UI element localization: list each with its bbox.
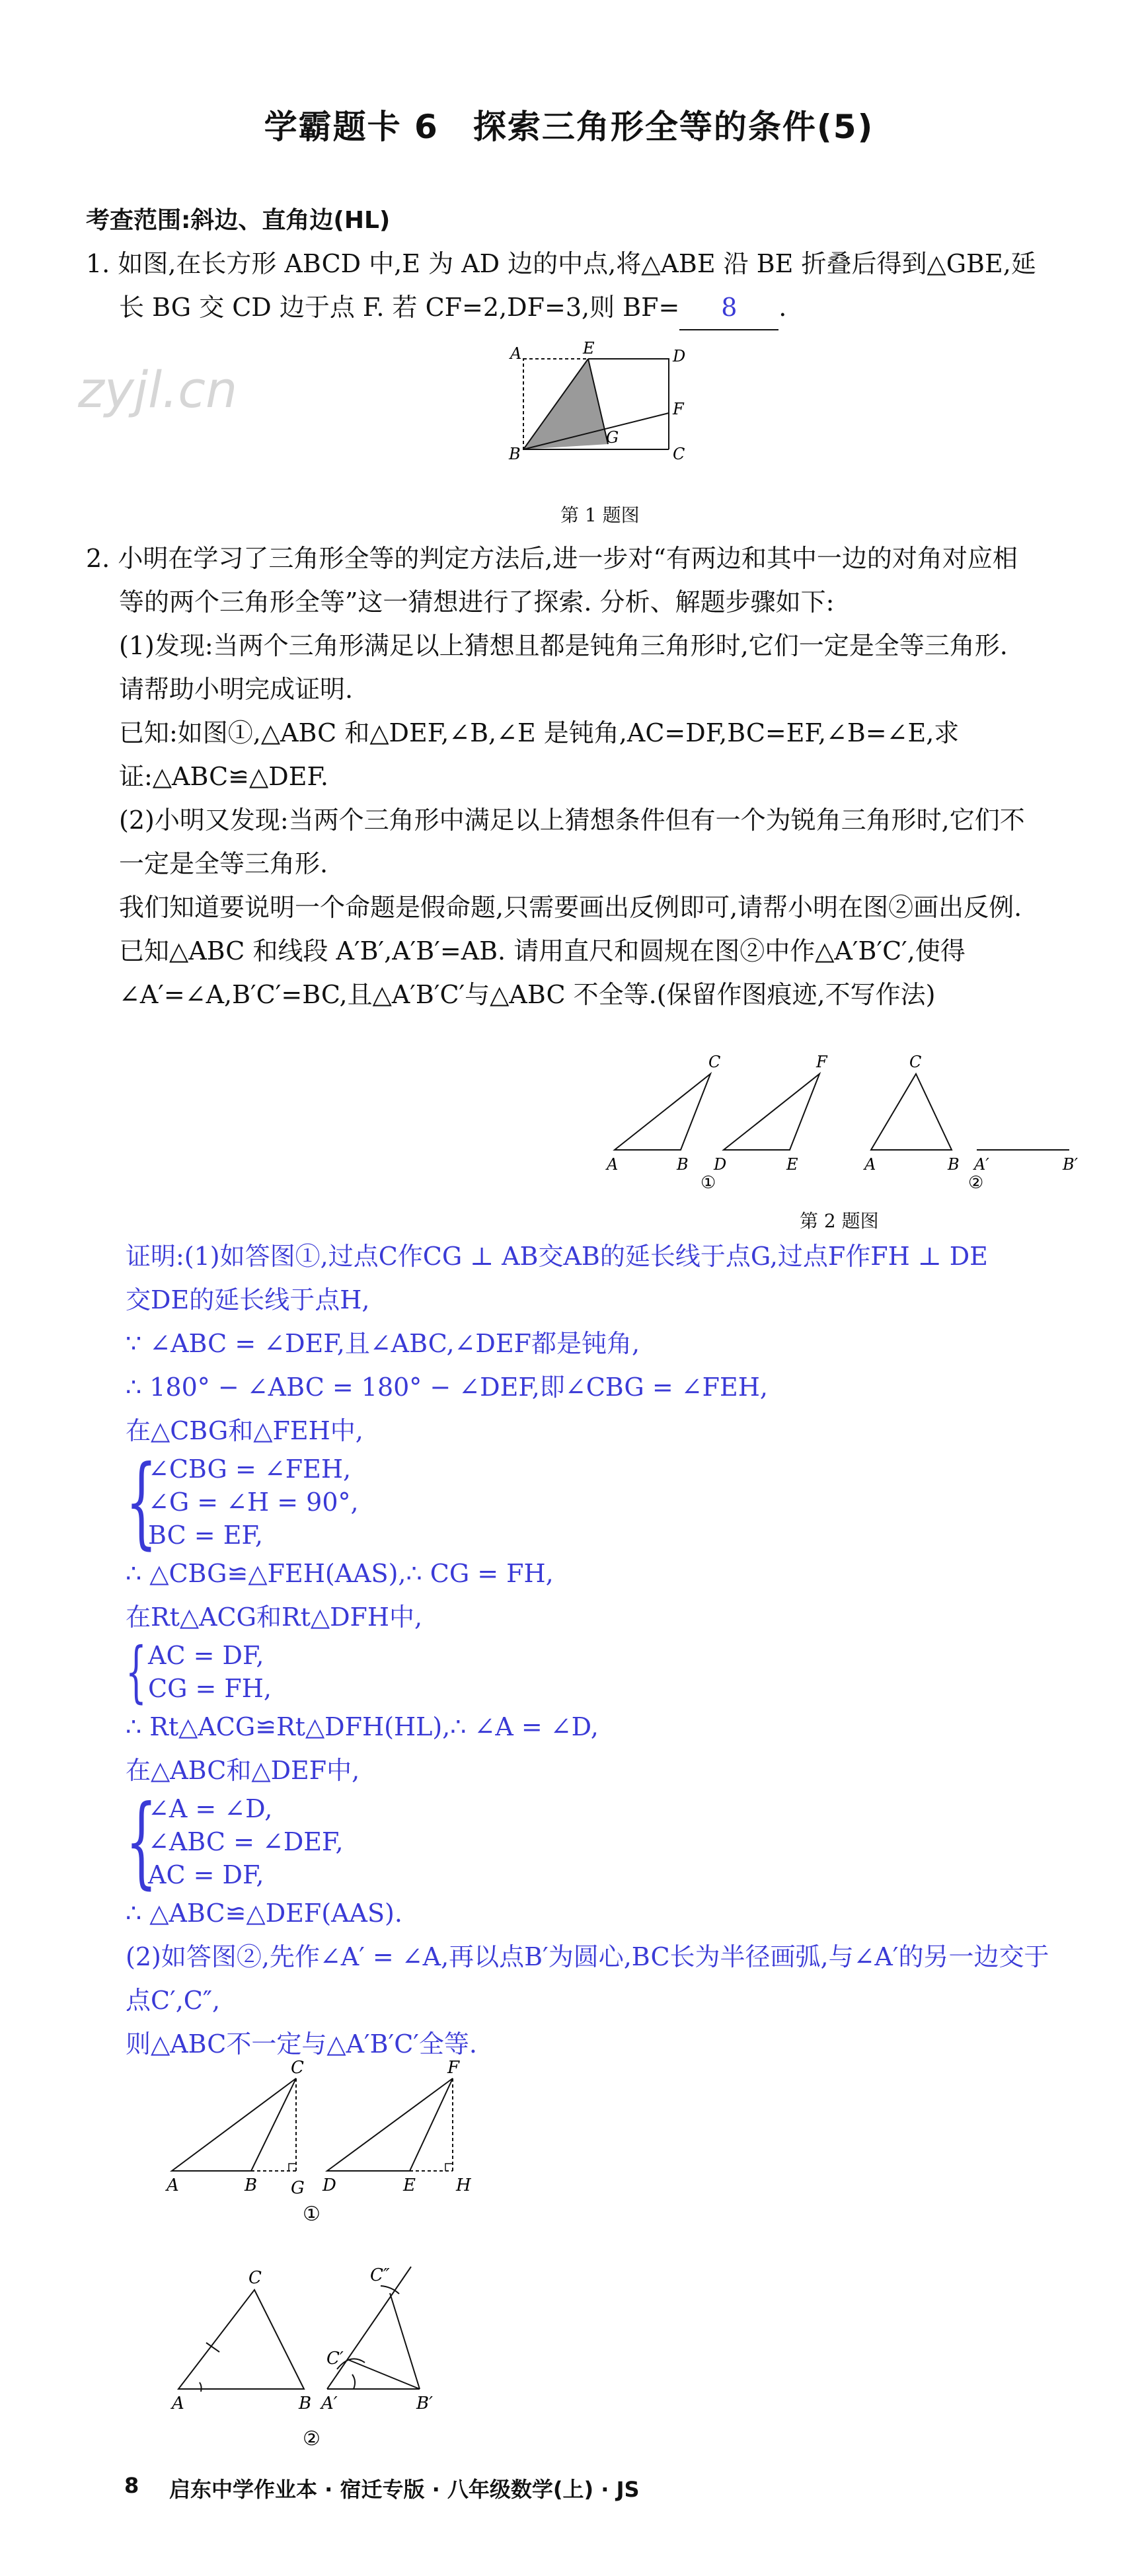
q2-line: 等的两个三角形全等”这一猜想进行了探索. 分析、解题步骤如下: [119,587,835,617]
ans-triangle-abc-acute [178,2290,304,2389]
q2-line: ∠A′=∠A,B′C′=BC,且△A′B′C′与△ABC 不全等.(保留作图痕迹,不写作法) [119,980,936,1009]
sol-line: 在Rt△ACG和Rt△DFH中, [126,1603,423,1632]
ans-label-g: G [291,2178,305,2198]
q1-label-g: G [606,428,619,447]
answer-figure [126,2059,535,2455]
ans-label-f: F [447,2059,460,2078]
watermark: zyjl.cn [78,360,238,419]
ans-fig-label-2: ② [303,2427,321,2450]
solution [126,1234,1049,2066]
q2-label-b1: B′ [1063,1155,1079,1174]
brace: { [126,1784,157,1899]
ans-label-h: H [456,2176,471,2195]
sol-line: ∠CBG = ∠FEH, [148,1455,352,1484]
shaded-triangle [523,359,608,449]
q1-figure [502,340,701,469]
brace: { [126,1445,157,1560]
q2-fig2-label-b: B [948,1155,960,1174]
q2-line: 已知△ABC 和线段 A′B′,A′B′=AB. 请用直尺和圆规在图②中作△A′B′C′,使得 [119,936,966,966]
scope-heading: 考查范围:斜边、直角边(HL) [86,207,391,234]
fig-label-1: ① [701,1173,716,1193]
q2-label-a1: A′ [974,1155,989,1174]
sol-line: ∴ 180° − ∠ABC = 180° − ∠DEF,即∠CBG = ∠FEH, [126,1373,768,1402]
triangle-def [724,1074,819,1150]
sol-line: 在△CBG和△FEH中, [126,1416,363,1445]
sol-line: ∠G = ∠H = 90°, [148,1488,359,1517]
sol-line: 在△ABC和△DEF中, [126,1756,360,1785]
q2-line: 请帮助小明完成证明. [119,675,354,704]
sol-line: 则△ABC不一定与△A′B′C′全等. [126,2029,478,2059]
page-title: 学霸题卡 6 探索三角形全等的条件(5) [264,108,874,146]
ans-label-d: D [322,2176,336,2195]
q1-answer: 8 [679,285,778,330]
q2-label-b: B [677,1155,689,1174]
footer-page-number: 8 [124,2473,139,2498]
ans2-label-c: C [248,2268,262,2288]
q2-line: (2)小明又发现:当两个三角形中满足以上猜想条件但有一个为锐角三角形时,它们不 [119,806,1025,835]
q2-fig2-label-c: C [909,1053,922,1071]
ans2-label-a: A [172,2394,184,2413]
brace-group-2 [126,1633,1049,1710]
q2-label-c: C [708,1053,721,1071]
ans2-label-b: B [299,2394,312,2413]
q1-label-f: F [673,400,684,418]
q1-label-c: C [673,445,685,463]
brace: { [126,1633,147,1710]
triangle-abc-acute [871,1074,952,1150]
q1-line1: 1. 如图,在长方形 ABCD 中,E 为 AD 边的中点,将△ABE 沿 BE 折叠后得到△GBE,延 [86,249,1036,278]
sol-line: 交DE的延长线于点H, [126,1285,370,1314]
q2-caption: 第 2 题图 [800,1210,879,1232]
ans-label-e: E [403,2176,416,2195]
ans-fig-label-1: ① [303,2203,321,2226]
sol-line: CG = FH, [148,1674,272,1703]
brace-group-3 [126,1784,1049,1899]
brace-group-1 [126,1445,1049,1560]
sol-line: ∴ Rt△ACG≌Rt△DFH(HL),∴ ∠A = ∠D, [126,1712,599,1741]
q2-label-f: F [816,1053,827,1071]
q2-text [86,537,1025,1016]
q2-label-d: D [714,1155,727,1174]
sol-line: ∠ABC = ∠DEF, [148,1827,344,1856]
sol-line: ∴ △CBG≌△FEH(AAS),∴ CG = FH, [126,1559,554,1588]
q2-line: 一定是全等三角形. [119,849,328,878]
q2-label-a: A [607,1155,619,1174]
q2-line: 我们知道要说明一个命题是假命题,只需要画出反例即可,请帮小明在图②画出反例. [119,893,1022,922]
sol-line: (2)如答图②,先作∠A′ = ∠A,再以点B′为圆心,BC长为半径画弧,与∠A′的另一边交于 [126,1942,1049,1971]
q1-label-b: B [509,445,521,463]
q2-figure [595,1038,1097,1196]
sol-line: AC = DF, [148,1860,264,1889]
triangle-abc [615,1074,710,1150]
q1-line2 [119,285,786,330]
ans-label-a: A [167,2176,179,2195]
fig-label-2: ② [968,1173,984,1193]
ans2-label-b1: B′ [416,2394,434,2413]
q1-line2-post: . [778,293,787,322]
sol-line: AC = DF, [148,1641,264,1670]
ans-triangle-abc [172,2078,296,2171]
ans-label-c: C [291,2059,304,2078]
q1-caption: 第 1 题图 [560,504,640,526]
q1-label-a: A [510,344,522,363]
sol-line: ∵ ∠ABC = ∠DEF,且∠ABC,∠DEF都是钝角, [126,1329,640,1358]
sol-line: 证明:(1)如答图①,过点C作CG ⊥ AB交AB的延长线于点G,过点F作FH ⊥ DE [126,1242,988,1271]
q2-line: 2. 小明在学习了三角形全等的判定方法后,进一步对“有两边和其中一边的对角对应相 [86,544,1018,573]
q2-line: 证:△ABC≌△DEF. [119,762,328,791]
sol-line: ∴ △ABC≌△DEF(AAS). [126,1899,402,1928]
q1-label-d: D [673,347,686,365]
q2-fig2-label-a: A [864,1155,876,1174]
q1-line2-pre: 长 BG 交 CD 边于点 F. 若 CF=2,DF=3,则 BF= [119,293,680,322]
ans-triangle-def [327,2078,453,2171]
footer-text: 启东中学作业本 · 宿迁专版 · 八年级数学(上) · JS [169,2477,640,2502]
q1-label-e: E [583,340,595,358]
ans2-label-c2: C″ [370,2265,390,2285]
q2-label-e: E [786,1155,798,1174]
sol-line: 点C′,C″, [126,1986,221,2015]
ans2-label-a1: A′ [321,2394,338,2413]
ans2-label-c1: C′ [326,2349,344,2368]
ans-label-b: B [245,2176,258,2195]
sol-line: ∠A = ∠D, [148,1794,273,1823]
q2-line: (1)发现:当两个三角形满足以上猜想且都是钝角三角形时,它们一定是全等三角形. [119,631,1008,660]
q2-line: 已知:如图①,△ABC 和△DEF,∠B,∠E 是钝角,AC=DF,BC=EF,∠B=∠E,求 [119,718,960,747]
sol-line: BC = EF, [148,1521,263,1550]
